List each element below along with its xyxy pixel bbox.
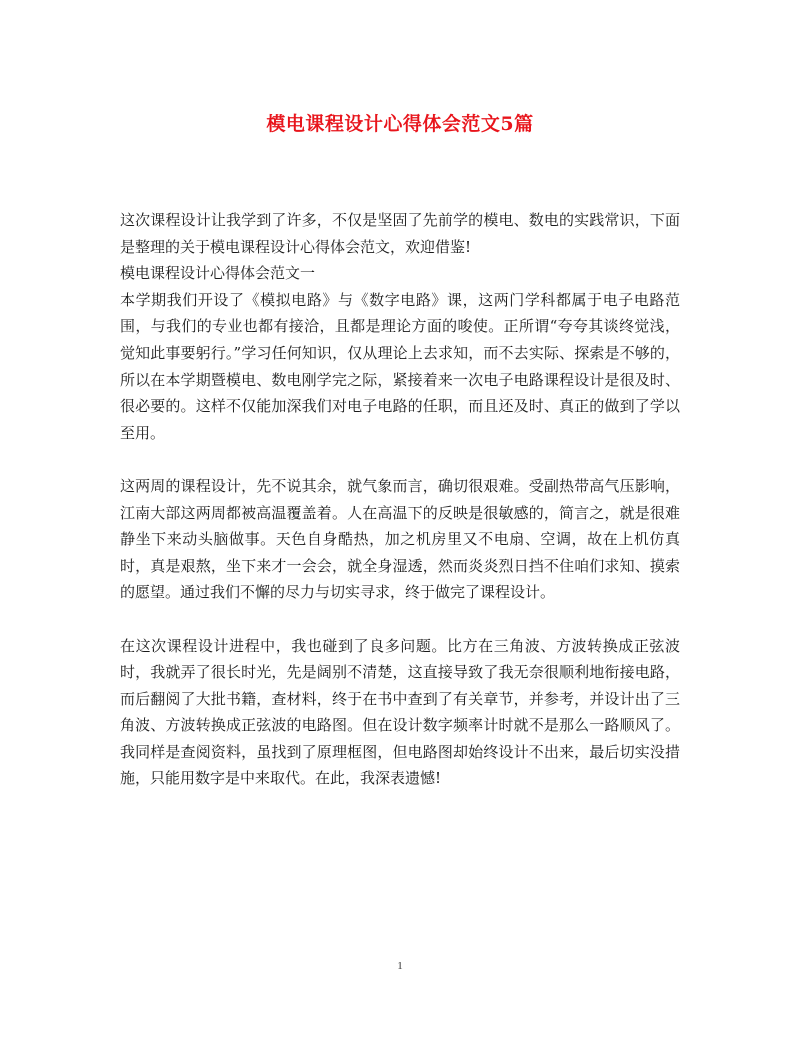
document-body bbox=[120, 207, 680, 792]
document-title: 模电课程设计心得体会范文5篇 bbox=[266, 113, 534, 135]
page-number: 1 bbox=[397, 960, 403, 972]
intro-paragraph: 这次课程设计让我学到了许多，不仅是坚固了先前学的模电、数电的实践常识，下面是整理的关于模电课程设计心得体会范文，欢迎借鉴! bbox=[120, 211, 680, 256]
section-heading: 模电课程设计心得体会范文一 bbox=[120, 264, 316, 283]
body-paragraph-3: 在这次课程设计进程中，我也碰到了良多问题。比方在三角波、方波转换成正弦波时，我就弄了很长时光，先是阔别不清楚，这直接导致了我无奈很顺利地衔接电路，而后翻阅了大批书籍，查材料，终于在书中查到了有关章节，并参考，并设计出了三角波、方波转换成正弦波的电路图。但在设计数字频率计时就不是那么一路顺风了。我同样是查阅资料，虽找到了原理框图，但电路图却始终设计不出来，最后切实没措施，只能用数字是中来取代。在此，我深表遗憾! bbox=[120, 636, 680, 788]
body-paragraph-2: 这两周的课程设计，先不说其余，就气象而言，确切很艰难。受副热带高气压影响，江南大部这两周都被高温覆盖着。人在高温下的反映是很敏感的，简言之，就是很难静坐下来动头脑做事。天色自身酷热，加之机房里又不电扇、空调，故在上机仿真时，真是艰熬，坐下来才一会会，就全身湿透，然而炎炎烈日挡不住咱们求知、摸索的愿望。通过我们不懈的尽力与切实寻求，终于做完了课程设计。 bbox=[120, 476, 680, 602]
body-paragraph-1: 本学期我们开设了《模拟电路》与《数字电路》课，这两门学科都属于电子电路范围，与我们的专业也都有接洽，且都是理论方面的唆使。正所谓“夸夸其谈终觉浅，觉知此事要躬行。”学习任何知识，仅从理论上去求知，而不去实际、探索是不够的，所以在本学期暨模电、数电刚学完之际，紧接着来一次电子电路课程设计是很及时、很必要的。这样不仅能加深我们对电子电路的任职，而且还及时、真正的做到了学以至用。 bbox=[120, 290, 680, 442]
